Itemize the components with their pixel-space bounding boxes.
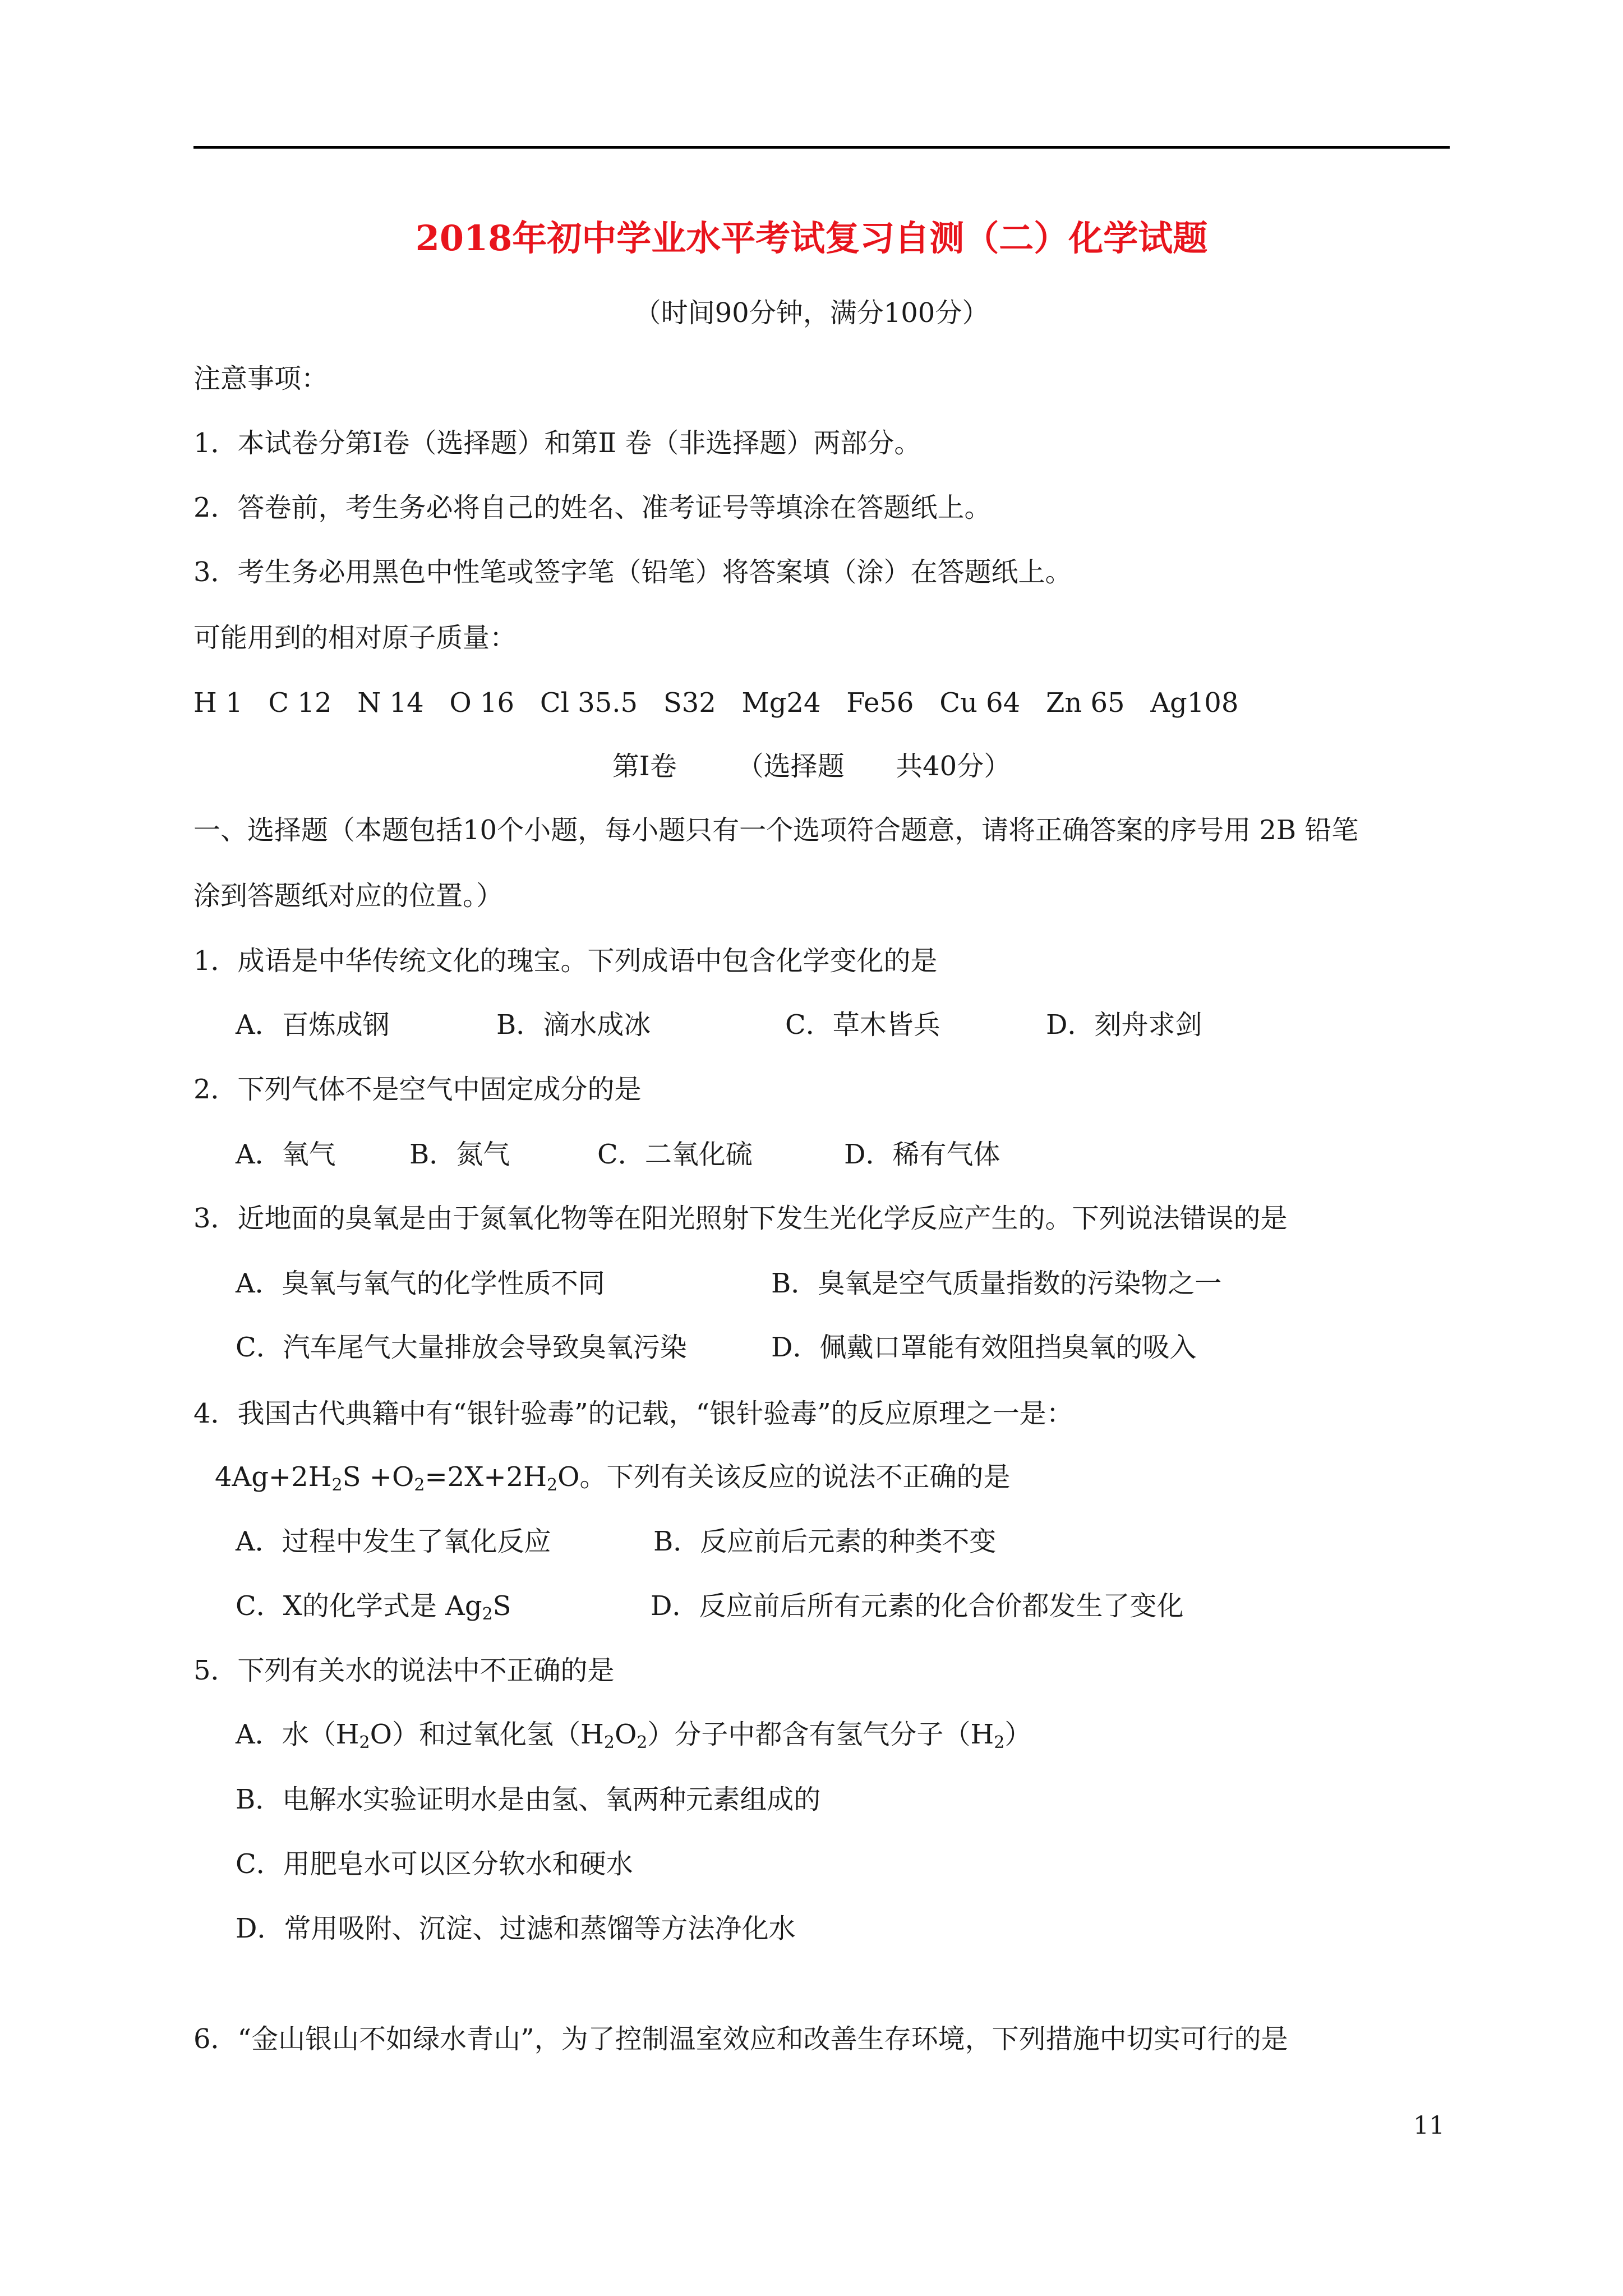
question-4-stem: 4．我国古代典籍中有“银针验毒”的记载，“银针验毒”的反应原理之一是： xyxy=(193,1398,1073,1429)
page-number: 11 xyxy=(1413,2111,1445,2140)
q4-reaction-equation: $4Ag+2H_2S +O_2=2X+2H_2O$。下列有关该反应的说法不正确的是 xyxy=(215,1461,1011,1495)
page-title: 2018年初中学业水平考试复习自测（二）化学试题 xyxy=(415,218,1208,259)
atomic-mass-list: H 1 C 12 N 14 O 16 Cl 35.5 S32 Mg24 Fe56 Cu 64 Zn 65 Ag108 xyxy=(193,687,1239,719)
q1-option-d[interactable]: D．刻舟求剑 xyxy=(1046,1009,1202,1041)
q5-option-a[interactable]: A．水$(H_2O)$和过氧化氢$(H_2O_2)$分子中都含有氢气分子$(H_2)$ xyxy=(236,1719,1032,1752)
section-heading: 第Ⅰ卷 （选择题 共40分） xyxy=(612,751,1011,782)
question-5-stem: 5．下列有关水的说法中不正确的是 xyxy=(193,1655,615,1686)
section-instructions-cont: 涂到答题纸对应的位置。） xyxy=(193,880,504,912)
question-1-stem: 1．成语是中华传统文化的瑰宝。下列成语中包含化学变化的是 xyxy=(193,945,938,977)
q3-option-a[interactable]: A．臭氧与氧气的化学性质不同 xyxy=(236,1268,605,1299)
note-item: 2．答卷前，考生务必将自己的姓名、准考证号等填涂在答题纸上。 xyxy=(193,492,992,523)
q4-option-a[interactable]: A．过程中发生了氧化反应 xyxy=(236,1526,551,1557)
q5-option-b[interactable]: B．电解水实验证明水是由氢、氧两种元素组成的 xyxy=(236,1784,821,1815)
atomic-mass-heading: 可能用到的相对原子质量： xyxy=(193,622,517,654)
q3-option-c[interactable]: C．汽车尾气大量排放会导致臭氧污染 xyxy=(236,1332,687,1363)
q1-option-b[interactable]: B．滴水成冰 xyxy=(496,1009,651,1041)
header-rule xyxy=(193,146,1450,149)
exam-duration-subtitle: （时间90分钟，满分100分） xyxy=(634,297,989,329)
q2-option-d[interactable]: D．稀有气体 xyxy=(844,1139,1000,1170)
q2-option-c[interactable]: C．二氧化硫 xyxy=(597,1139,753,1170)
question-3-stem: 3．近地面的臭氧是由于氮氧化物等在阳光照射下发生光化学反应产生的。下列说法错误的是 xyxy=(193,1203,1288,1234)
q4-option-d[interactable]: D．反应前后所有元素的化合价都发生了变化 xyxy=(651,1590,1184,1622)
q3-option-d[interactable]: D．佩戴口罩能有效阻挡臭氧的吸入 xyxy=(771,1332,1197,1363)
q4-option-b[interactable]: B．反应前后元素的种类不变 xyxy=(653,1526,997,1557)
question-2-stem: 2．下列气体不是空气中固定成分的是 xyxy=(193,1074,642,1105)
q5-option-c[interactable]: C．用肥皂水可以区分软水和硬水 xyxy=(236,1848,633,1880)
q2-option-a[interactable]: A．氧气 xyxy=(236,1139,336,1170)
question-6-stem: 6．“金山银山不如绿水青山”，为了控制温室效应和改善生存环境，下列措施中切实可行的是 xyxy=(193,2023,1288,2055)
section-instructions: 一、选择题（本题包括10个小题，每小题只有一个选项符合题意，请将正确答案的序号用 2B 铅笔 xyxy=(193,815,1359,846)
q1-option-c[interactable]: C．草木皆兵 xyxy=(785,1009,940,1041)
q3-option-b[interactable]: B．臭氧是空气质量指数的污染物之一 xyxy=(771,1268,1222,1299)
note-item: 3．考生务必用黑色中性笔或签字笔（铅笔）将答案填（涂）在答题纸上。 xyxy=(193,556,1072,588)
q4-option-c[interactable]: C．X的化学式是 $Ag_2S$ xyxy=(236,1590,511,1624)
q1-option-a[interactable]: A．百炼成钢 xyxy=(236,1009,390,1041)
notes-heading: 注意事项： xyxy=(193,363,329,394)
q5-option-d[interactable]: D．常用吸附、沉淀、过滤和蒸馏等方法净化水 xyxy=(236,1913,796,1944)
note-item: 1．本试卷分第Ⅰ卷（选择题）和第Ⅱ 卷（非选择题）两部分。 xyxy=(193,427,921,459)
q2-option-b[interactable]: B．氮气 xyxy=(409,1139,510,1170)
